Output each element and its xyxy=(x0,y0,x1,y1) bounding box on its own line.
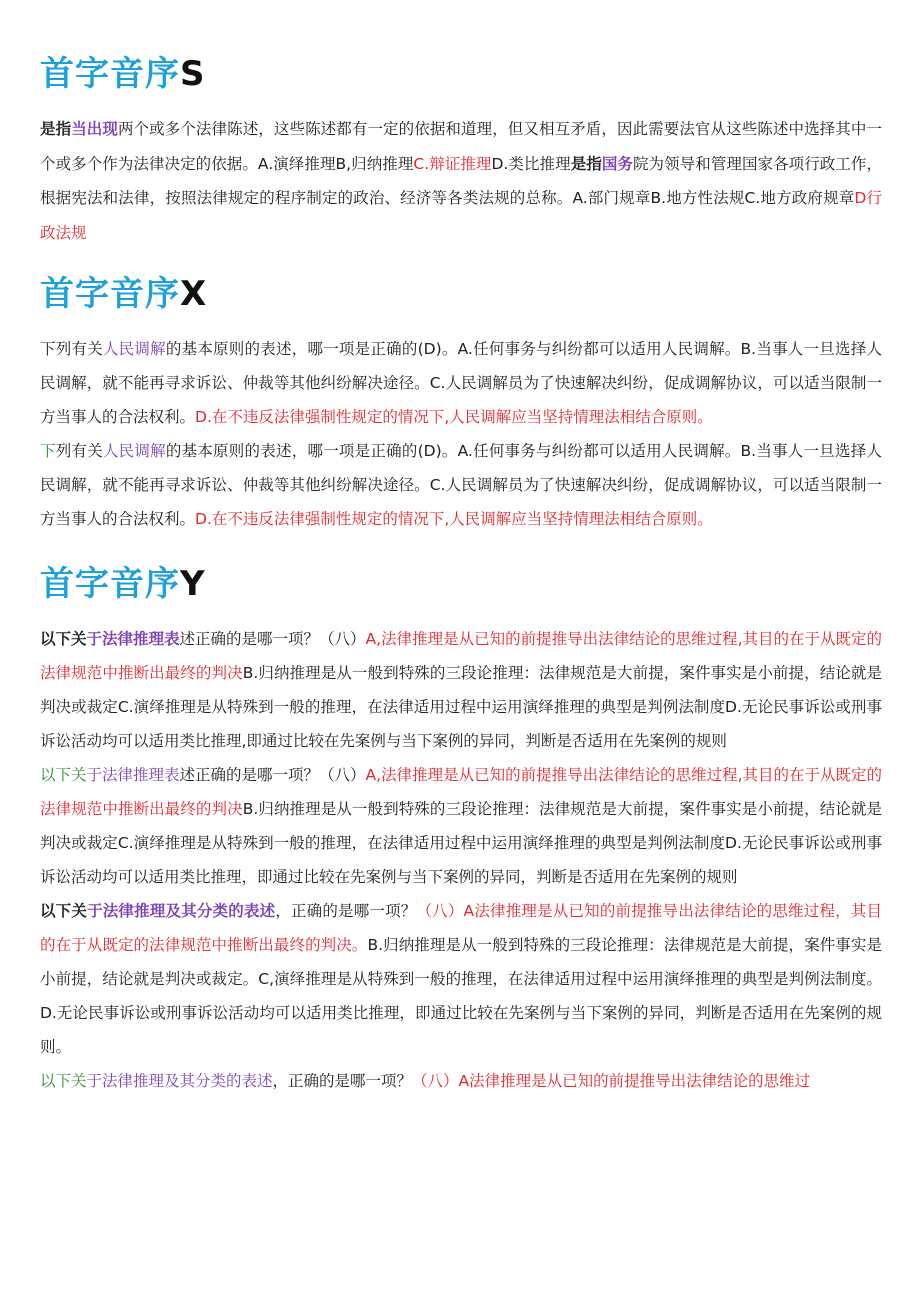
answer-red: （八）A法律推理是从已知的前提推导出法律结论的思维过程，其目的在于从既定的法律规范中推断出最终的判决。 xyxy=(40,902,882,954)
entry-paragraph xyxy=(40,112,882,250)
answer-red: D.在不违反法律强制性规定的情况下,人民调解应当坚持情理法相结合原则。 xyxy=(195,408,713,426)
heading-text: 首字音序 xyxy=(40,274,180,314)
answer-red: C.辩证推理 xyxy=(413,154,492,173)
section-y xyxy=(40,558,882,1098)
highlight-purple: 国务 xyxy=(601,154,633,173)
heading-text: 首字音序 xyxy=(40,54,180,94)
body-text: 述正确的是哪一项？（八） xyxy=(179,766,366,784)
highlight-purple: 于法律推理表 xyxy=(86,630,180,648)
highlight-purple: 于法律推理及其分类的表述 xyxy=(86,1072,273,1090)
bold-text: 是指 xyxy=(40,120,72,138)
heading-letter: Y xyxy=(180,564,206,604)
entry-paragraph xyxy=(40,622,882,758)
highlight-purple: 于法律推理及其分类的表述 xyxy=(87,902,276,920)
heading-letter: S xyxy=(180,54,206,94)
lead-text: 以下关 xyxy=(40,902,88,920)
answer-red: D.在不违反法律强制性规定的情况下,人民调解应当坚持情理法相结合原则。 xyxy=(195,510,713,528)
body-text: 院为领导和管理国家各项行政工作，根据宪法和法律，按照法律规定的程序制定的政治、经济等各类法规的总称。A.部门规章B.地方性法规C.地方政府规章 xyxy=(40,154,882,207)
heading-letter: X xyxy=(180,274,208,314)
entry-paragraph xyxy=(40,758,882,894)
highlight-purple: 当出现 xyxy=(71,120,118,138)
answer-red: A,法律推理是从已知的前提推导出法律结论的思维过程,其目的在于从既定的法律规范中推断出最终的判决 xyxy=(40,766,883,818)
body-text: B.归纳推理是从一般到特殊的三段论推理：法律规范是大前提，案件事实是小前提，结论就是判决或裁定。C,演绎推理是从特殊到一般的推理，在法律适用过程中运用演绎推理的典型是判例法制度。D.无论民事诉讼或刑事诉讼活动均可以适用类比推理，即通过比较在先案例与当下案例的异同，判断是否适用在先案例的规则。 xyxy=(40,936,882,1056)
document-page xyxy=(40,48,882,1098)
section-s xyxy=(40,48,882,250)
entry-paragraph xyxy=(40,332,882,434)
section-heading xyxy=(40,48,882,100)
entry-paragraph xyxy=(40,894,882,1064)
section-x xyxy=(40,268,882,536)
section-heading xyxy=(40,558,882,610)
body-text: B.归纳推理是从一般到特殊的三段论推理：法律规范是大前提，案件事实是小前提，结论就是判决或裁定C.演绎推理是从特殊到一般的推理，在法律适用过程中运用演绎推理的典型是判例法制度D.无论民事诉讼或刑事诉讼活动均可以适用类比推理，即通过比较在先案例与当下案例的异同，判断是否适用在先案例的规则 xyxy=(40,800,882,886)
entry-paragraph xyxy=(40,1064,882,1098)
body-text: 的基本原则的表述，哪一项是正确的(D)。A.任何事务与纠纷都可以适用人民调解。B.当事人一旦选择人民调解，就不能再寻求诉讼、仲裁等其他纠纷解决途径。C.人民调解员为了快速解决纠纷，促成调解协议，可以适当限制一方当事人的合法权利。 xyxy=(40,340,882,426)
body-text: 的基本原则的表述，哪一项是正确的(D)。A.任何事务与纠纷都可以适用人民调解。B.当事人一旦选择人民调解，就不能再寻求诉讼、仲裁等其他纠纷解决途径。C.人民调解员为了快速解决纠纷，促成调解协议，可以适当限制一方当事人的合法权利。 xyxy=(40,442,882,528)
body-text: 列有关 xyxy=(55,442,103,460)
highlight-purple: 人民调解 xyxy=(102,442,166,460)
answer-red: A,法律推理是从已知的前提推导出法律结论的思维过程,其目的在于从既定的法律规范中推断出最终的判决 xyxy=(40,630,883,682)
answer-red: （八）A法律推理是从已知的前提推导出法律结论的思维过 xyxy=(412,1072,811,1090)
highlight-purple: 于法律推理表 xyxy=(86,766,180,784)
body-text: 列有关 xyxy=(55,340,103,358)
body-text: ，正确的是哪一项？ xyxy=(275,902,417,920)
lead-text: 下 xyxy=(40,442,56,460)
section-heading xyxy=(40,268,882,320)
bold-text: 是指 xyxy=(570,154,602,173)
lead-text: 下 xyxy=(40,340,56,358)
body-text: 述正确的是哪一项？（八） xyxy=(179,630,366,648)
answer-red: D行政法规 xyxy=(40,189,883,242)
heading-text: 首字音序 xyxy=(40,564,180,604)
highlight-purple: 人民调解 xyxy=(102,340,166,358)
body-text: 两个或多个法律陈述，这些陈述都有一定的依据和道理，但又相互矛盾，因此需要法官从这些陈述中选择其中一个或多个作为法律决定的依据。A.演绎推理B,归纳推理 xyxy=(40,120,882,173)
lead-text: 以下关 xyxy=(40,630,87,648)
lead-text: 以下关 xyxy=(40,766,87,784)
body-text: D.类比推理 xyxy=(491,154,571,173)
body-text: ，正确的是哪一项？ xyxy=(272,1072,413,1090)
lead-text: 以下关 xyxy=(40,1072,87,1090)
body-text: B.归纳推理是从一般到特殊的三段论推理：法律规范是大前提，案件事实是小前提，结论就是判决或裁定C.演绎推理是从特殊到一般的推理，在法律适用过程中运用演绎推理的典型是判例法制度D.无论民事诉讼或刑事诉讼活动均可以适用类比推理,即通过比较在先案例与当下案例的异同，判断是否适用在先案例的规则 xyxy=(40,664,882,750)
entry-paragraph xyxy=(40,434,882,536)
